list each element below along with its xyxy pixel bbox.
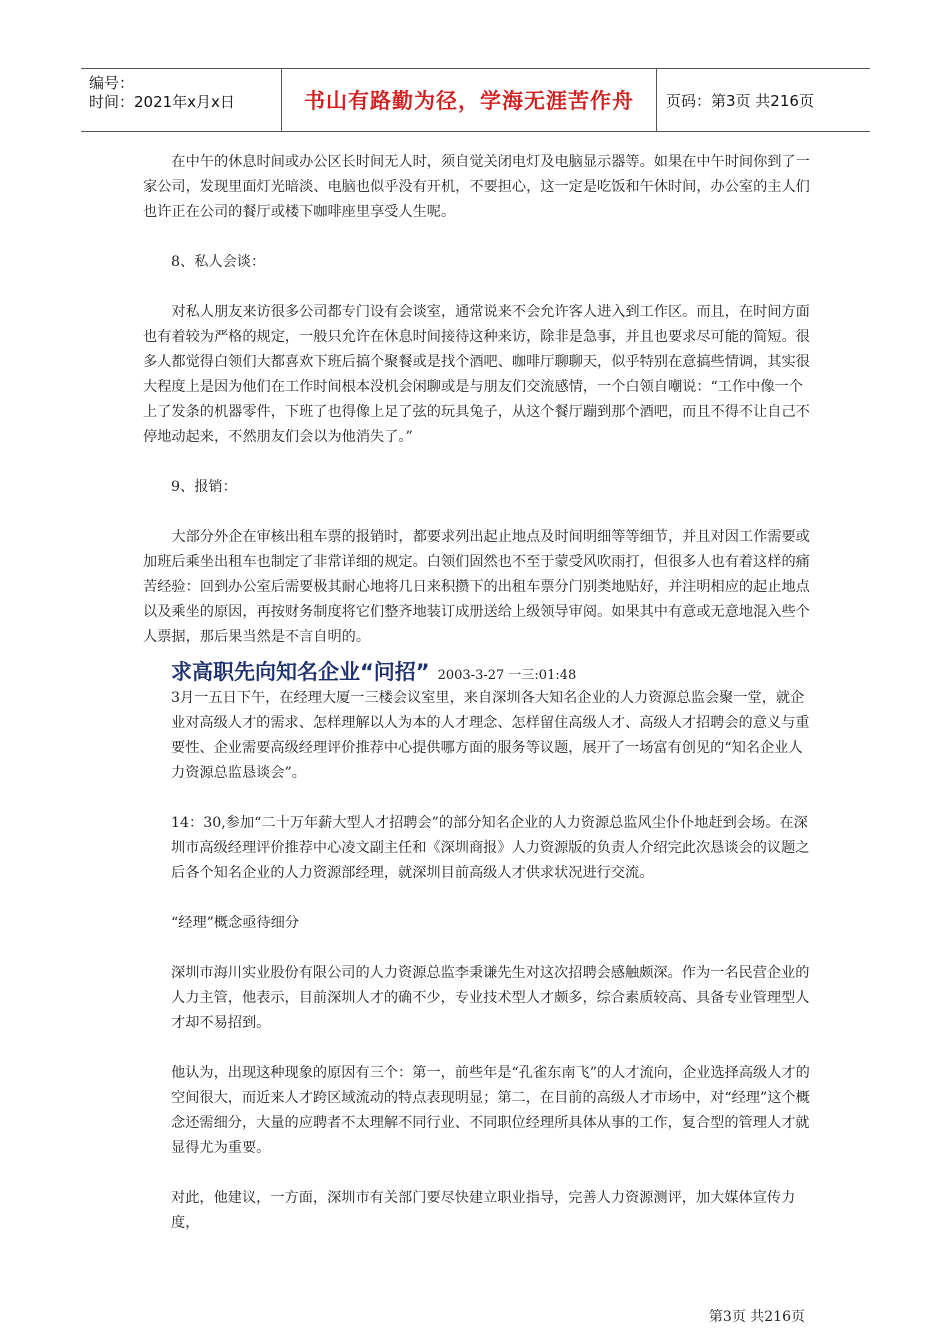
header-meta <box>81 69 281 131</box>
paragraph: 大部分外企在审核出租车票的报销时，都要求列出起止地点及时间明细等等细节，并且对因工作需要或加班后乘坐出租车也制定了非常详细的规定。白领们固然也不至于蒙受风吹雨打，但很多人也有着这样的痛苦经验：回到办公室后需要极其耐心地将几日来积攒下的出租车票分门别类地贴好，并注明相应的起止地点以及乘坐的原因，再按财务制度将它们整齐地装订成册送给上级领导审阅。如果其中有意或无意地混入些个人票据，那后果当然是不言自明的。 <box>143 529 810 645</box>
paragraph: 14：30,参加“二十万年薪大型人才招聘会”的部分知名企业的人力资源总监风尘仆仆地赶到会场。在深圳市高级经理评价推荐中心凌文副主任和《深圳商报》人力资源版的负责人介绍完此次恳谈会的议题之后各个知名企业的人力资源部经理，就深圳目前高级人才供求状况进行交流。 <box>171 815 810 881</box>
doc-number-label: 编号： <box>89 74 135 92</box>
paragraph: 3月一五日下午，在经理大厦一三楼会议室里，来自深圳各大知名企业的人力资源总监会聚一堂，就企业对高级人才的需求、怎样理解以人为本的人才理念、怎样留住高级人才、高级人才招聘会的意义与重要性、企业需要高级经理评价推荐中心提供哪方面的服务等议题，展开了一场富有创见的“知名企业人力资源总监恳谈会”。 <box>171 690 810 781</box>
paragraph: 深圳市海川实业股份有限公司的人力资源总监李秉谦先生对这次招聘会感触颇深。作为一名民营企业的人力主管，他表示，目前深圳人才的确不少，专业技术型人才颇多，综合素质较高、具备专业管理型人才却不易招到。 <box>171 965 810 1031</box>
document-body <box>143 150 811 1236</box>
page-footer: 第3页 共216页 <box>708 1309 805 1325</box>
header-page-info: 页码：第3页 共216页 <box>666 91 814 110</box>
section-heading: 9、报销： <box>171 479 237 495</box>
paragraph: 对此，他建议，一方面，深圳市有关部门要尽快建立职业指导，完善人力资源测评，加大媒体宣传力度， <box>171 1190 796 1231</box>
header-motto: 书山有路勤为径，学海无涯苦作舟 <box>281 69 657 131</box>
section-heading: 8、私人会谈： <box>171 254 266 270</box>
article-date: 2003-3-27 一三:01:48 <box>437 668 577 683</box>
article-title-line <box>171 656 811 686</box>
paragraph: 他认为，出现这种现象的原因有三个：第一，前些年是“孔雀东南飞”的人才流向，企业选择高级人才的空间很大，而近来人才跨区域流动的特点表现明显；第二，在目前的高级人才市场中，对“经理”这个概念还需细分，大量的应聘者不太理解不同行业、不同职位经理所具体从事的工作，复合型的管理人才就显得尤为重要。 <box>171 1065 810 1156</box>
paragraph: 对私人朋友来访很多公司都专门设有会谈室，通常说来不会允许客人进入到工作区。而且，在时间方面也有着较为严格的规定，一般只允许在休息时间接待这种来访，除非是急事，并且也要求尽可能的简短。很多人都觉得白领们大都喜欢下班后搞个聚餐或是找个酒吧、咖啡厅聊聊天，似乎特别在意搞些情调，其实很大程度上是因为他们在工作时间根本没机会闲聊或是与朋友们交流感情，一个白领自嘲说：“工作中像一个上了发条的机器零件，下班了也得像上足了弦的玩具兔子，从这个餐厅蹦到那个酒吧，而且不得不让自己不停地动起来，不然朋友们会以为他消失了。” <box>143 304 810 445</box>
paragraph: 在中午的休息时间或办公区长时间无人时，须自觉关闭电灯及电脑显示器等。如果在中午时间你到了一家公司，发现里面灯光暗淡、电脑也似乎没有开机，不要担心，这一定是吃饭和午休时间，办公室的主人们也许正在公司的餐厅或楼下咖啡座里享受人生呢。 <box>143 154 810 220</box>
article-title: 求高职先向知名企业“问招” <box>171 660 430 684</box>
page-header <box>81 68 870 132</box>
doc-date-label: 时间：2021年x月x日 <box>89 93 235 111</box>
sub-heading: “经理”概念亟待细分 <box>171 915 300 931</box>
